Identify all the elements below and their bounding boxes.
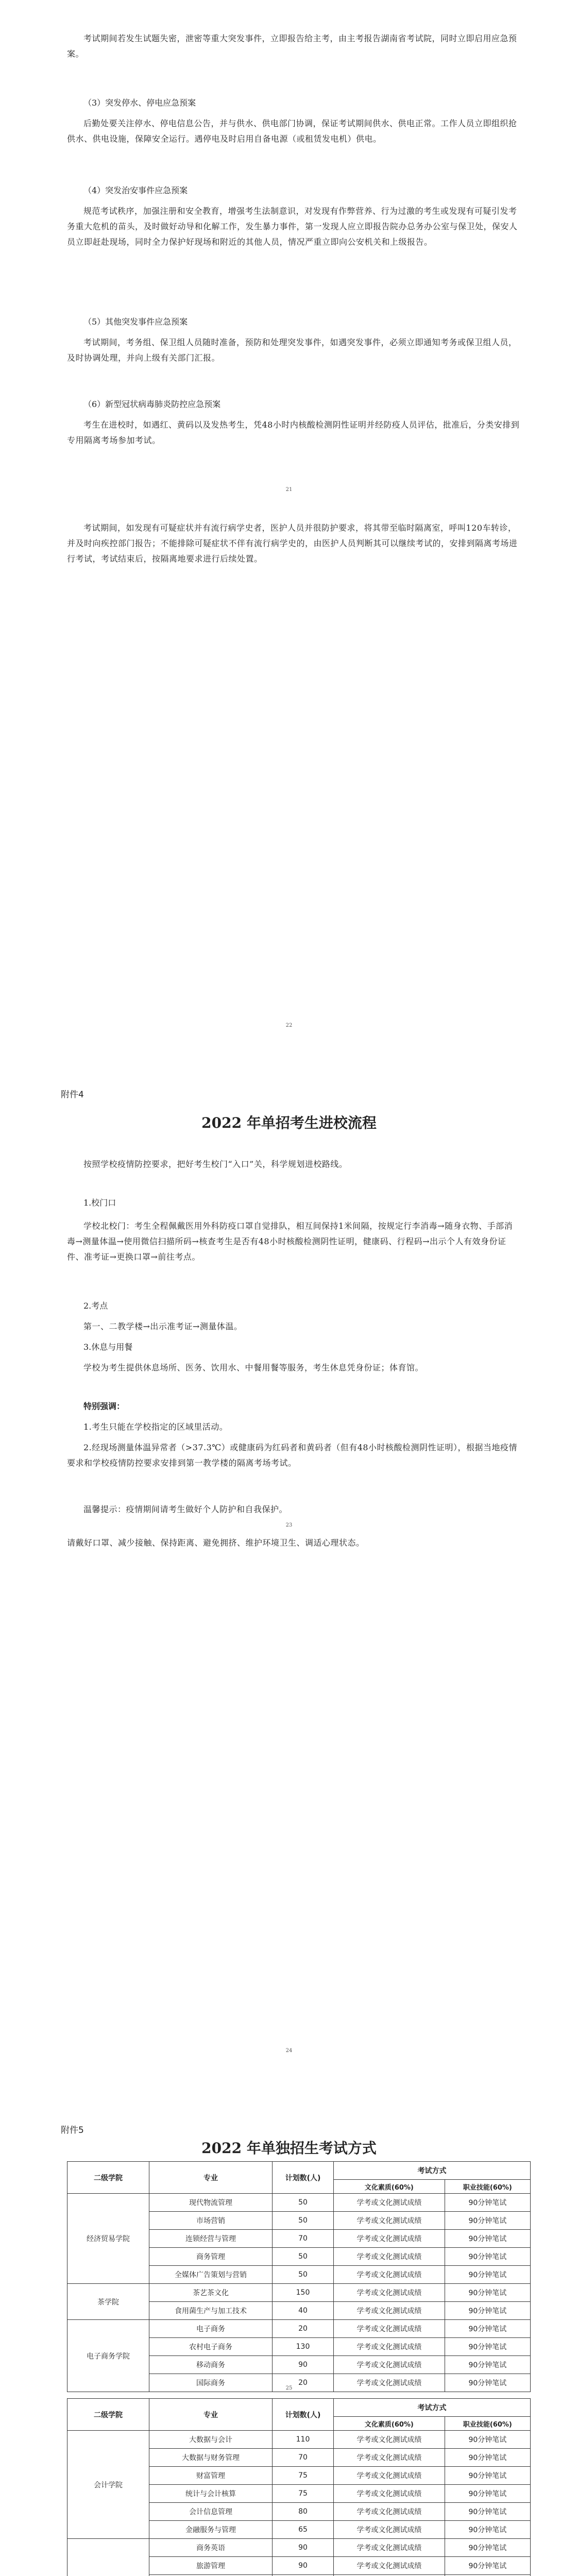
cell-major: 会计信息管理: [149, 2503, 273, 2521]
cell-culture: 学考或文化测试成绩: [334, 2230, 445, 2248]
header-plan: 计划数(人): [273, 2162, 334, 2194]
cell-plan: 130: [273, 2338, 334, 2356]
attachment-label: 附件4: [61, 1090, 84, 1100]
cell-major: 大数据与财务管理: [149, 2449, 273, 2467]
table-row: [67, 2539, 531, 2557]
table-row: [67, 2284, 531, 2302]
cell-vocation: 90分钟笔试: [445, 2485, 530, 2503]
page-2: [0, 1072, 578, 2054]
cell-culture: 学考或文化测试成绩: [334, 2284, 445, 2302]
cell-vocation: 90分钟笔试: [445, 2557, 530, 2575]
cell-culture: 学考或文化测试成绩: [334, 2320, 445, 2338]
paragraph: 第一、二教学楼→出示准考证→测量体温。: [83, 1321, 243, 1331]
emphasis-heading: 特别强调：: [83, 1401, 125, 1411]
cell-culture: 学考或文化测试成绩: [334, 2266, 445, 2284]
table-body: [67, 2431, 531, 2576]
paragraph: 学校为考生提供休息场所、医务、饮用水、中餐用餐等服务，考生休息凭身份证；体育馆。: [83, 1363, 424, 1372]
cell-major: 国际商务: [149, 2374, 273, 2392]
cell-culture: 学考或文化测试成绩: [334, 2248, 445, 2266]
cell-plan: 90: [273, 2539, 334, 2557]
section-heading: （6）新型冠状病毒肺炎防控应急预案: [83, 399, 221, 409]
cell-culture: 学考或文化测试成绩: [334, 2194, 445, 2212]
cell-plan: 75: [273, 2485, 334, 2503]
cell-vocation: 90分钟笔试: [445, 2449, 530, 2467]
cell-culture: 学考或文化测试成绩: [334, 2467, 445, 2485]
cell-culture: 学考或文化测试成绩: [334, 2449, 445, 2467]
paragraph: 规范考试秩序，加强注册和安全教育，增强考生法制意识，对发现有作弊营养、行为过激的考生或发现有可疑引发考务重大危机的苗头，及时做好动导和化解工作，发生暴力事件，第一发现人应立即报告院办总务办公室与保卫处，保安人员立即赶赴现场，同时全力保护好现场和附近的其他人员，情况严重立即向公安机关和上级报告。: [67, 206, 518, 247]
cell-plan: 90: [273, 2557, 334, 2575]
cell-vocation: 90分钟笔试: [445, 2266, 530, 2284]
cell-culture: 学考或文化测试成绩: [334, 2374, 445, 2392]
cell-culture: 学考或文化测试成绩: [334, 2503, 445, 2521]
cell-major: 食用菌生产与加工技术: [149, 2302, 273, 2320]
cell-major: 旅游管理: [149, 2557, 273, 2575]
paragraph: 按照学校疫情防控要求，把好考生校门“入口”关，科学规划进校路线。: [83, 1159, 348, 1169]
page-title: 2022 年单招考生进校流程: [201, 1114, 377, 1131]
page-number: 21: [285, 487, 293, 493]
section-heading: 1.校门口: [83, 1198, 116, 1208]
cell-vocation: 90分钟笔试: [445, 2356, 530, 2374]
header-college: 二级学院: [67, 2162, 149, 2194]
page-number: 22: [285, 1023, 293, 1028]
paragraph: 考试期间，考务组、保卫组人员随时准备，预防和处理突发事件，如遇突发事件，必须立即通知考务或保卫组人员，及时协调处理，并向上级有关部门汇报。: [67, 337, 517, 363]
cell-vocation: 90分钟笔试: [445, 2230, 530, 2248]
paragraph: 请戴好口罩、减少接触、保持距离、避免拥挤、维护环境卫生、调适心理状态。: [67, 1538, 365, 1548]
cell-major: 电子商务: [149, 2320, 273, 2338]
cell-major: 金融服务与管理: [149, 2521, 273, 2539]
table-row: [67, 2194, 531, 2212]
cell-culture: 学考或文化测试成绩: [334, 2302, 445, 2320]
cell-major: 现代物流管理: [149, 2194, 273, 2212]
section-heading: 3.休息与用餐: [83, 1342, 133, 1352]
cell-culture: 学考或文化测试成绩: [334, 2212, 445, 2230]
section-heading: 2.考点: [83, 1301, 108, 1311]
section-heading: （4）突发治安事件应急预案: [83, 185, 188, 195]
page-title: 2022 年单独招生考试方式: [201, 2140, 377, 2157]
cell-college: 电子商务学院: [67, 2320, 149, 2392]
paragraph: 学校北校门：考生全程佩戴医用外科防疫口罩自觉排队，相互间保持1米间隔，按规定行李消毒→随身衣物、手部消毒→测量体温→使用微信扫描所码→核查考生是否有48小时核酸检测阴性证明，健康码、行程码→出示个人有效身份证件、准考证→更换口罩→前往考点。: [67, 1221, 513, 1262]
attachment-label: 附件5: [61, 2125, 84, 2136]
header-major: 专业: [149, 2399, 273, 2431]
cell-vocation: 90分钟笔试: [445, 2302, 530, 2320]
header-college: 二级学院: [67, 2399, 149, 2431]
table-body: [67, 2194, 531, 2392]
paragraph: 2.经现场测量体温异常者（>37.3℃）或健康码为红码者和黄码者（但有48小时核酸检测阴性证明），根据当地疫情要求和学校疫情防控要求安排到第一教学楼的隔离考场考试。: [67, 1443, 518, 1468]
paragraph: 考生在进校时，如遇红、黄码以及发热考生，凭48小时内核酸检测阴性证明并经防疫人员评估，批准后，分类安排到专用隔离考场参加考试。: [67, 420, 520, 445]
cell-major: 商务管理: [149, 2248, 273, 2266]
cell-vocation: 90分钟笔试: [445, 2320, 530, 2338]
cell-plan: 20: [273, 2320, 334, 2338]
cell-plan: 50: [273, 2266, 334, 2284]
header-method: 考试方式: [334, 2162, 531, 2180]
cell-major: 农村电子商务: [149, 2338, 273, 2356]
exam-table-2: [67, 2398, 531, 2576]
cell-plan: 75: [273, 2467, 334, 2485]
cell-vocation: 90分钟笔试: [445, 2467, 530, 2485]
cell-culture: 学考或文化测试成绩: [334, 2356, 445, 2374]
cell-vocation: 90分钟笔试: [445, 2503, 530, 2521]
cell-vocation: 90分钟笔试: [445, 2521, 530, 2539]
header-culture: 文化素质(60%): [334, 2180, 445, 2194]
cell-major: 移动商务: [149, 2356, 273, 2374]
page-number: 23: [285, 1522, 293, 1528]
cell-plan: 110: [273, 2431, 334, 2449]
cell-major: 大数据与会计: [149, 2431, 273, 2449]
cell-culture: 学考或文化测试成绩: [334, 2539, 445, 2557]
cell-vocation: 90分钟笔试: [445, 2338, 530, 2356]
header-plan: 计划数(人): [273, 2399, 334, 2431]
section-heading: （5）其他突发事件应急预案: [83, 317, 188, 327]
paragraph: 后勤处要关注停水、停电信息公告，并与供水、供电部门协调，保证考试期间供水、供电正常。工作人员立即组织抢供水、供电设施，保障安全运行。遇停电及时启用自备电源（或租赁发电机）供电。: [67, 118, 517, 144]
page-number: 25: [285, 2385, 293, 2391]
cell-major: 财富管理: [149, 2467, 273, 2485]
page-number: 24: [285, 2048, 293, 2054]
page-3: [0, 2123, 578, 2576]
cell-vocation: 90分钟笔试: [445, 2212, 530, 2230]
cell-college: 经济贸易学院: [67, 2194, 149, 2284]
cell-major: 茶艺茶文化: [149, 2284, 273, 2302]
cell-plan: 50: [273, 2248, 334, 2266]
cell-major: 商务英语: [149, 2539, 273, 2557]
cell-major: 全媒体广告策划与营销: [149, 2266, 273, 2284]
cell-college: 茶学院: [67, 2284, 149, 2320]
cell-vocation: 90分钟笔试: [445, 2194, 530, 2212]
cell-plan: 50: [273, 2212, 334, 2230]
cell-plan: 70: [273, 2230, 334, 2248]
header-method: 考试方式: [334, 2399, 531, 2417]
cell-plan: 150: [273, 2284, 334, 2302]
header-vocation: 职业技能(60%): [445, 2180, 530, 2194]
header-major: 专业: [149, 2162, 273, 2194]
cell-plan: 65: [273, 2521, 334, 2539]
paragraph: 考试期间若发生试题失密，泄密等重大突发事件，立即报告给主考，由主考报告湖南省考试院，同时立即启用应急预案。: [67, 33, 517, 59]
exam-table-1: [67, 2161, 531, 2392]
cell-plan: 40: [273, 2302, 334, 2320]
cell-culture: 学考或文化测试成绩: [334, 2557, 445, 2575]
cell-plan: 90: [273, 2356, 334, 2374]
cell-culture: 学考或文化测试成绩: [334, 2338, 445, 2356]
paragraph: 1.考生只能在学校指定的区域里活动。: [83, 1422, 228, 1432]
cell-college: 会计学院: [67, 2431, 149, 2539]
paragraph: 温馨提示：疫情期间请考生做好个人防护和自我保护。: [83, 1504, 288, 1514]
cell-college: [67, 2539, 149, 2576]
cell-major: 统计与会计核算: [149, 2485, 273, 2503]
cell-major: 连锁经营与管理: [149, 2230, 273, 2248]
cell-culture: 学考或文化测试成绩: [334, 2485, 445, 2503]
cell-major: 市场营销: [149, 2212, 273, 2230]
cell-culture: 学考或文化测试成绩: [334, 2431, 445, 2449]
page-1: [0, 0, 578, 1028]
cell-plan: 70: [273, 2449, 334, 2467]
table-row: [67, 2431, 531, 2449]
header-vocation: 职业技能(60%): [445, 2417, 530, 2431]
cell-vocation: 90分钟笔试: [445, 2431, 530, 2449]
cell-vocation: 90分钟笔试: [445, 2284, 530, 2302]
header-culture: 文化素质(60%): [334, 2417, 445, 2431]
cell-vocation: 90分钟笔试: [445, 2248, 530, 2266]
section-heading: （3）突发停水、停电应急预案: [83, 98, 196, 108]
cell-vocation: 90分钟笔试: [445, 2539, 530, 2557]
table-row: [67, 2320, 531, 2338]
cell-plan: 50: [273, 2194, 334, 2212]
cell-plan: 80: [273, 2503, 334, 2521]
cell-culture: 学考或文化测试成绩: [334, 2521, 445, 2539]
paragraph: 考试期间，如发现有可疑症状并有流行病学史者，医护人员并很防护要求，将其带至临时隔离室，呼叫120车转诊，并及时向疾控部门报告；不能排除可疑症状不伴有流行病学史的，由医护人员判断其可以继续考试的，安排到隔离考场进行考试，考试结束后，按隔离地要求进行后续处置。: [67, 523, 518, 564]
cell-plan: 20: [273, 2374, 334, 2392]
cell-vocation: 90分钟笔试: [445, 2374, 530, 2392]
